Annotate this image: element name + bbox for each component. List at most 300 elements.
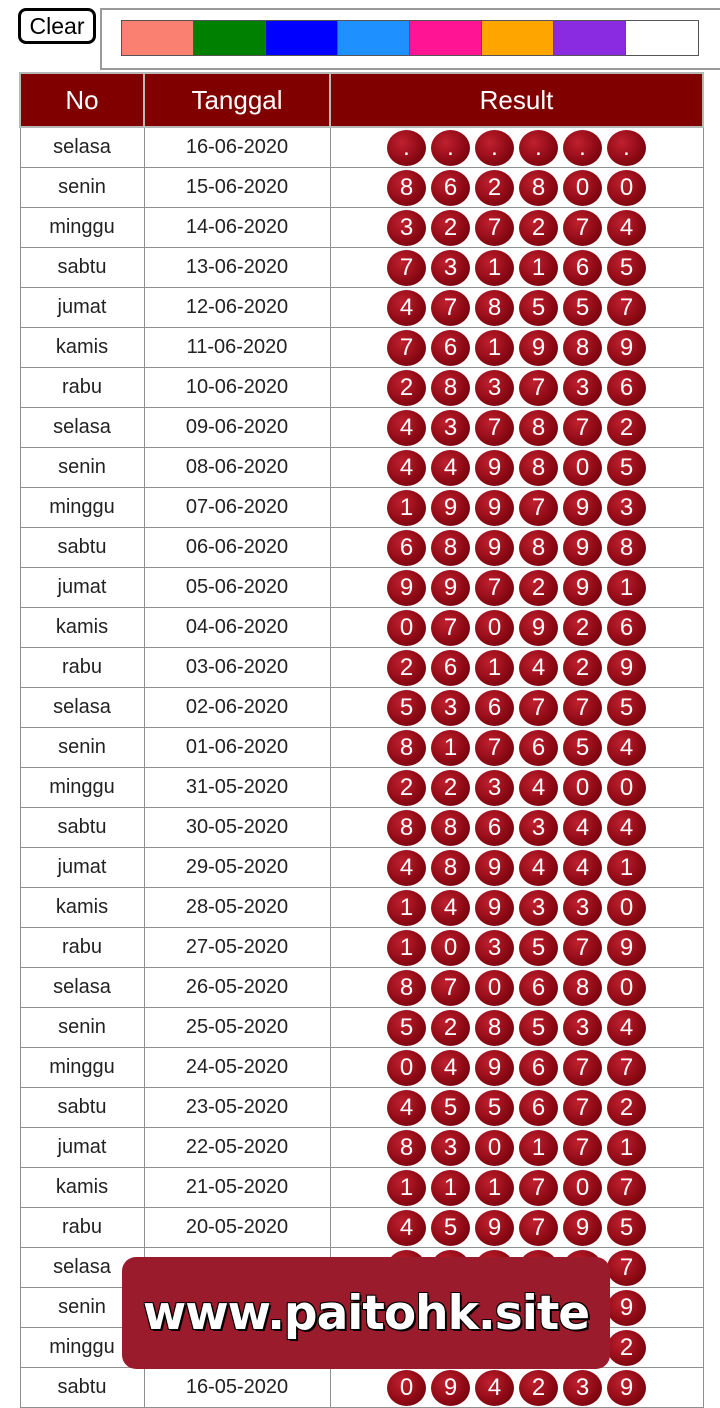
- result-digit-ball[interactable]: 9: [431, 490, 470, 526]
- result-digit-ball[interactable]: 1: [519, 1130, 558, 1166]
- day-cell: selasa: [20, 1248, 144, 1288]
- date-cell: 07-06-2020: [144, 488, 330, 528]
- result-digit-ball[interactable]: 3: [563, 1370, 602, 1406]
- result-digit-ball[interactable]: 2: [563, 650, 602, 686]
- result-digit-ball[interactable]: 5: [607, 450, 646, 486]
- result-digit-ball[interactable]: 4: [387, 1090, 426, 1126]
- date-cell: 06-06-2020: [144, 528, 330, 568]
- result-digit-ball[interactable]: 7: [431, 970, 470, 1006]
- result-digit-ball[interactable]: 0: [607, 890, 646, 926]
- result-digit-ball[interactable]: 9: [475, 490, 514, 526]
- result-digit-ball[interactable]: 9: [431, 570, 470, 606]
- result-digit-ball[interactable]: 7: [563, 410, 602, 446]
- result-digit-ball[interactable]: .: [475, 130, 514, 166]
- result-digit-ball[interactable]: 9: [563, 570, 602, 606]
- result-digit-ball[interactable]: 4: [387, 290, 426, 326]
- result-digit-ball[interactable]: 1: [607, 1130, 646, 1166]
- table-row: [20, 688, 703, 728]
- result-digit-ball[interactable]: 7: [387, 330, 426, 366]
- result-digit-ball[interactable]: 2: [475, 170, 514, 206]
- result-digit-ball[interactable]: 9: [475, 1210, 514, 1246]
- result-digit-ball[interactable]: 7: [475, 210, 514, 246]
- result-digit-ball[interactable]: 4: [563, 850, 602, 886]
- result-digit-ball[interactable]: 0: [607, 770, 646, 806]
- day-cell: sabtu: [20, 1088, 144, 1128]
- table-row: [20, 1168, 703, 1208]
- result-cell: [330, 1128, 703, 1168]
- result-digit-ball[interactable]: 8: [387, 810, 426, 846]
- result-cell: [330, 968, 703, 1008]
- result-digit-ball[interactable]: .: [519, 130, 558, 166]
- result-digit-ball[interactable]: 4: [607, 730, 646, 766]
- result-digit-ball[interactable]: 0: [475, 1130, 514, 1166]
- result-digit-ball[interactable]: 5: [519, 930, 558, 966]
- result-digit-ball[interactable]: 4: [519, 850, 558, 886]
- result-digit-ball[interactable]: 7: [475, 730, 514, 766]
- result-digit-ball[interactable]: 8: [519, 450, 558, 486]
- result-digit-ball[interactable]: 0: [563, 770, 602, 806]
- result-digit-ball[interactable]: 4: [563, 810, 602, 846]
- result-digit-ball[interactable]: 7: [519, 1210, 558, 1246]
- result-digit-ball[interactable]: 9: [519, 610, 558, 646]
- result-digit-ball[interactable]: 9: [607, 650, 646, 686]
- result-digit-ball[interactable]: 7: [607, 1170, 646, 1206]
- day-cell: selasa: [20, 968, 144, 1008]
- result-digit-ball[interactable]: 4: [519, 770, 558, 806]
- day-cell: jumat: [20, 288, 144, 328]
- result-cell: [330, 1368, 703, 1408]
- result-cell: [330, 127, 703, 168]
- table-row: [20, 1128, 703, 1168]
- result-digit-ball[interactable]: 4: [607, 810, 646, 846]
- header-row: [20, 73, 703, 127]
- result-digit-ball[interactable]: 3: [563, 1010, 602, 1046]
- table-row: [20, 608, 703, 648]
- result-cell: [330, 888, 703, 928]
- result-digit-ball[interactable]: 5: [519, 290, 558, 326]
- result-cell: [330, 368, 703, 408]
- result-digit-ball[interactable]: 5: [475, 1090, 514, 1126]
- result-digit-ball[interactable]: 4: [431, 450, 470, 486]
- result-digit-ball[interactable]: 9: [475, 850, 514, 886]
- result-balls: [331, 250, 703, 286]
- result-digit-ball[interactable]: 7: [563, 210, 602, 246]
- day-cell: rabu: [20, 928, 144, 968]
- result-digit-ball[interactable]: 6: [519, 730, 558, 766]
- day-cell: sabtu: [20, 248, 144, 288]
- table-row: [20, 848, 703, 888]
- day-cell: selasa: [20, 408, 144, 448]
- result-balls: [331, 130, 703, 166]
- result-digit-ball[interactable]: 4: [387, 450, 426, 486]
- result-digit-ball[interactable]: .: [387, 130, 426, 166]
- table-row: [20, 928, 703, 968]
- result-digit-ball[interactable]: 8: [475, 1010, 514, 1046]
- result-digit-ball[interactable]: 5: [431, 1090, 470, 1126]
- swatch-row: [121, 20, 699, 56]
- header-result: Result: [330, 73, 703, 127]
- result-digit-ball[interactable]: 7: [475, 570, 514, 606]
- result-digit-ball[interactable]: 7: [519, 690, 558, 726]
- result-balls: [331, 330, 703, 366]
- result-digit-ball[interactable]: 6: [387, 530, 426, 566]
- result-digit-ball[interactable]: 1: [387, 890, 426, 926]
- day-cell: senin: [20, 448, 144, 488]
- result-cell: [330, 808, 703, 848]
- result-digit-ball[interactable]: 8: [387, 1130, 426, 1166]
- day-cell: kamis: [20, 328, 144, 368]
- result-digit-ball[interactable]: 8: [519, 410, 558, 446]
- result-digit-ball[interactable]: 8: [519, 170, 558, 206]
- result-digit-ball[interactable]: 3: [387, 210, 426, 246]
- color-swatch[interactable]: [338, 21, 410, 55]
- result-digit-ball[interactable]: .: [431, 130, 470, 166]
- date-cell: 16-06-2020: [144, 127, 330, 168]
- result-digit-ball[interactable]: 9: [607, 1290, 646, 1326]
- result-digit-ball[interactable]: 7: [563, 1130, 602, 1166]
- result-digit-ball[interactable]: 6: [431, 330, 470, 366]
- result-digit-ball[interactable]: 4: [607, 1010, 646, 1046]
- result-digit-ball[interactable]: 2: [431, 770, 470, 806]
- header-tanggal: Tanggal: [144, 73, 330, 127]
- result-digit-ball[interactable]: 3: [431, 690, 470, 726]
- day-cell: minggu: [20, 1048, 144, 1088]
- result-digit-ball[interactable]: 4: [387, 850, 426, 886]
- result-digit-ball[interactable]: 9: [431, 1370, 470, 1406]
- result-cell: [330, 528, 703, 568]
- result-digit-ball[interactable]: 7: [563, 1090, 602, 1126]
- result-balls: [331, 1210, 703, 1246]
- result-digit-ball[interactable]: 7: [387, 250, 426, 286]
- result-digit-ball[interactable]: 2: [607, 1330, 646, 1366]
- result-digit-ball[interactable]: 7: [607, 1050, 646, 1086]
- result-digit-ball[interactable]: 7: [563, 1050, 602, 1086]
- results-table: [19, 72, 704, 1408]
- result-digit-ball[interactable]: 8: [431, 850, 470, 886]
- result-digit-ball[interactable]: 3: [519, 890, 558, 926]
- result-digit-ball[interactable]: 9: [563, 490, 602, 526]
- date-cell: 01-06-2020: [144, 728, 330, 768]
- result-cell: [330, 848, 703, 888]
- date-cell: 25-05-2020: [144, 1008, 330, 1048]
- result-cell: [330, 288, 703, 328]
- date-cell: 11-06-2020: [144, 328, 330, 368]
- result-digit-ball[interactable]: 8: [475, 290, 514, 326]
- result-digit-ball[interactable]: 5: [519, 1010, 558, 1046]
- result-digit-ball[interactable]: 8: [387, 730, 426, 766]
- result-digit-ball[interactable]: 3: [519, 810, 558, 846]
- result-digit-ball[interactable]: 0: [475, 970, 514, 1006]
- result-digit-ball[interactable]: 6: [519, 970, 558, 1006]
- result-digit-ball[interactable]: 6: [431, 170, 470, 206]
- result-digit-ball[interactable]: 6: [607, 610, 646, 646]
- result-cell: [330, 568, 703, 608]
- result-balls: [331, 570, 703, 606]
- result-digit-ball[interactable]: 3: [607, 490, 646, 526]
- result-digit-ball[interactable]: 8: [431, 530, 470, 566]
- date-cell: 21-05-2020: [144, 1168, 330, 1208]
- result-balls: [331, 810, 703, 846]
- result-digit-ball[interactable]: 6: [431, 650, 470, 686]
- result-digit-ball[interactable]: 2: [387, 650, 426, 686]
- result-digit-ball[interactable]: 5: [387, 1010, 426, 1046]
- result-balls: [331, 650, 703, 686]
- result-balls: [331, 850, 703, 886]
- result-digit-ball[interactable]: 5: [387, 690, 426, 726]
- result-digit-ball[interactable]: 2: [387, 370, 426, 406]
- color-swatch[interactable]: [410, 21, 482, 55]
- result-digit-ball[interactable]: 9: [563, 530, 602, 566]
- result-digit-ball[interactable]: 1: [431, 730, 470, 766]
- day-cell: kamis: [20, 608, 144, 648]
- result-cell: [330, 608, 703, 648]
- result-digit-ball[interactable]: 3: [431, 250, 470, 286]
- result-digit-ball[interactable]: 5: [431, 1210, 470, 1246]
- result-digit-ball[interactable]: 8: [519, 530, 558, 566]
- result-cell: [330, 408, 703, 448]
- table-row: [20, 168, 703, 208]
- result-digit-ball[interactable]: 0: [607, 970, 646, 1006]
- result-digit-ball[interactable]: 2: [387, 770, 426, 806]
- table-row: [20, 528, 703, 568]
- result-balls: [331, 690, 703, 726]
- date-cell: 31-05-2020: [144, 768, 330, 808]
- result-cell: [330, 1008, 703, 1048]
- table-row: [20, 448, 703, 488]
- result-digit-ball[interactable]: 1: [475, 1170, 514, 1206]
- result-digit-ball[interactable]: 9: [607, 330, 646, 366]
- result-digit-ball[interactable]: 2: [519, 210, 558, 246]
- date-cell: 09-06-2020: [144, 408, 330, 448]
- result-digit-ball[interactable]: 6: [563, 250, 602, 286]
- result-digit-ball[interactable]: 7: [431, 610, 470, 646]
- result-digit-ball[interactable]: 9: [519, 330, 558, 366]
- table-row: [20, 1088, 703, 1128]
- result-digit-ball[interactable]: 3: [563, 370, 602, 406]
- result-cell: [330, 168, 703, 208]
- result-digit-ball[interactable]: 6: [519, 1050, 558, 1086]
- date-cell: 22-05-2020: [144, 1128, 330, 1168]
- result-digit-ball[interactable]: 2: [519, 570, 558, 606]
- result-digit-ball[interactable]: 3: [431, 410, 470, 446]
- result-cell: [330, 488, 703, 528]
- result-digit-ball[interactable]: 9: [563, 1210, 602, 1246]
- result-digit-ball[interactable]: 9: [607, 1370, 646, 1406]
- day-cell: kamis: [20, 1168, 144, 1208]
- result-digit-ball[interactable]: 2: [607, 1090, 646, 1126]
- result-digit-ball[interactable]: 1: [607, 850, 646, 886]
- result-digit-ball[interactable]: 6: [475, 810, 514, 846]
- result-cell: [330, 728, 703, 768]
- date-cell: 14-06-2020: [144, 208, 330, 248]
- result-digit-ball[interactable]: 6: [519, 1090, 558, 1126]
- result-digit-ball[interactable]: 3: [431, 1130, 470, 1166]
- result-cell: [330, 1088, 703, 1128]
- result-digit-ball[interactable]: 8: [431, 370, 470, 406]
- result-digit-ball[interactable]: 4: [431, 1050, 470, 1086]
- day-cell: rabu: [20, 1208, 144, 1248]
- result-digit-ball[interactable]: 1: [475, 250, 514, 286]
- result-digit-ball[interactable]: 3: [475, 930, 514, 966]
- result-cell: [330, 648, 703, 688]
- date-cell: 20-05-2020: [144, 1208, 330, 1248]
- result-cell: [330, 1168, 703, 1208]
- result-digit-ball[interactable]: 8: [563, 970, 602, 1006]
- date-cell: 16-05-2020: [144, 1368, 330, 1408]
- result-digit-ball[interactable]: 9: [475, 450, 514, 486]
- result-digit-ball[interactable]: 1: [475, 330, 514, 366]
- date-cell: 13-06-2020: [144, 248, 330, 288]
- result-cell: [330, 328, 703, 368]
- result-digit-ball[interactable]: 7: [475, 410, 514, 446]
- result-digit-ball[interactable]: 7: [563, 690, 602, 726]
- table-row: [20, 127, 703, 168]
- result-digit-ball[interactable]: 5: [607, 250, 646, 286]
- result-cell: [330, 248, 703, 288]
- result-digit-ball[interactable]: 4: [475, 1370, 514, 1406]
- result-digit-ball[interactable]: 3: [563, 890, 602, 926]
- result-digit-ball[interactable]: 5: [607, 1210, 646, 1246]
- result-cell: [330, 448, 703, 488]
- result-digit-ball[interactable]: 2: [519, 1370, 558, 1406]
- table-row: [20, 648, 703, 688]
- table-body: [20, 127, 703, 1408]
- date-cell: 26-05-2020: [144, 968, 330, 1008]
- result-digit-ball[interactable]: 7: [519, 1170, 558, 1206]
- color-swatch[interactable]: [626, 21, 698, 55]
- day-cell: minggu: [20, 208, 144, 248]
- result-digit-ball[interactable]: 7: [563, 930, 602, 966]
- result-balls: [331, 1090, 703, 1126]
- day-cell: senin: [20, 1288, 144, 1328]
- table-row: [20, 368, 703, 408]
- color-swatch[interactable]: [266, 21, 338, 55]
- day-cell: rabu: [20, 368, 144, 408]
- result-balls: [331, 170, 703, 206]
- result-digit-ball[interactable]: .: [607, 130, 646, 166]
- result-balls: [331, 1370, 703, 1406]
- result-digit-ball[interactable]: 4: [431, 890, 470, 926]
- day-cell: minggu: [20, 1328, 144, 1368]
- result-digit-ball[interactable]: 5: [607, 690, 646, 726]
- table-row: [20, 1368, 703, 1408]
- watermark-banner: [122, 1257, 610, 1369]
- day-cell: minggu: [20, 768, 144, 808]
- result-digit-ball[interactable]: 0: [563, 1170, 602, 1206]
- day-cell: sabtu: [20, 528, 144, 568]
- date-cell: 29-05-2020: [144, 848, 330, 888]
- result-digit-ball[interactable]: 0: [387, 1050, 426, 1086]
- result-digit-ball[interactable]: 0: [563, 450, 602, 486]
- date-cell: 08-06-2020: [144, 448, 330, 488]
- table-row: [20, 408, 703, 448]
- result-digit-ball[interactable]: 7: [607, 1250, 646, 1286]
- date-cell: 10-06-2020: [144, 368, 330, 408]
- result-cell: [330, 1048, 703, 1088]
- date-cell: 12-06-2020: [144, 288, 330, 328]
- color-swatch[interactable]: [194, 21, 266, 55]
- result-digit-ball[interactable]: 2: [607, 410, 646, 446]
- table-row: [20, 328, 703, 368]
- result-digit-ball[interactable]: 1: [519, 250, 558, 286]
- color-palette: [100, 8, 720, 70]
- result-digit-ball[interactable]: 1: [607, 570, 646, 606]
- result-digit-ball[interactable]: 8: [387, 970, 426, 1006]
- date-cell: 15-06-2020: [144, 168, 330, 208]
- result-digit-ball[interactable]: 9: [475, 530, 514, 566]
- result-digit-ball[interactable]: 7: [519, 490, 558, 526]
- color-swatch[interactable]: [554, 21, 626, 55]
- result-digit-ball[interactable]: 0: [475, 610, 514, 646]
- result-digit-ball[interactable]: 0: [431, 930, 470, 966]
- result-cell: [330, 928, 703, 968]
- result-digit-ball[interactable]: 9: [475, 890, 514, 926]
- result-digit-ball[interactable]: 9: [387, 570, 426, 606]
- result-digit-ball[interactable]: 0: [387, 610, 426, 646]
- result-digit-ball[interactable]: 6: [475, 690, 514, 726]
- result-digit-ball[interactable]: 9: [607, 930, 646, 966]
- result-balls: [331, 490, 703, 526]
- result-digit-ball[interactable]: 3: [475, 370, 514, 406]
- result-digit-ball[interactable]: 1: [387, 490, 426, 526]
- date-cell: 28-05-2020: [144, 888, 330, 928]
- result-digit-ball[interactable]: 1: [431, 1170, 470, 1206]
- result-digit-ball[interactable]: 5: [563, 730, 602, 766]
- result-balls: [331, 210, 703, 246]
- result-digit-ball[interactable]: 0: [607, 170, 646, 206]
- result-digit-ball[interactable]: 8: [607, 530, 646, 566]
- result-digit-ball[interactable]: 7: [607, 290, 646, 326]
- result-digit-ball[interactable]: 5: [563, 290, 602, 326]
- result-digit-ball[interactable]: 0: [387, 1370, 426, 1406]
- result-digit-ball[interactable]: 8: [387, 170, 426, 206]
- table-row: [20, 248, 703, 288]
- result-digit-ball[interactable]: 1: [387, 930, 426, 966]
- result-digit-ball[interactable]: 9: [475, 1050, 514, 1086]
- day-cell: jumat: [20, 568, 144, 608]
- result-digit-ball[interactable]: 7: [519, 370, 558, 406]
- result-digit-ball[interactable]: 1: [387, 1170, 426, 1206]
- clear-button[interactable]: Clear: [18, 8, 96, 44]
- result-digit-ball[interactable]: 2: [563, 610, 602, 646]
- result-digit-ball[interactable]: 2: [431, 1010, 470, 1046]
- result-digit-ball[interactable]: 6: [607, 370, 646, 406]
- result-digit-ball[interactable]: 4: [387, 1210, 426, 1246]
- result-balls: [331, 970, 703, 1006]
- result-digit-ball[interactable]: 8: [563, 330, 602, 366]
- date-cell: 23-05-2020: [144, 1088, 330, 1128]
- result-digit-ball[interactable]: 0: [563, 170, 602, 206]
- result-balls: [331, 290, 703, 326]
- result-balls: [331, 890, 703, 926]
- color-swatch[interactable]: [122, 21, 194, 55]
- result-digit-ball[interactable]: 4: [387, 410, 426, 446]
- result-cell: [330, 688, 703, 728]
- day-cell: senin: [20, 168, 144, 208]
- result-digit-ball[interactable]: 4: [519, 650, 558, 686]
- result-digit-ball[interactable]: 7: [431, 290, 470, 326]
- result-digit-ball[interactable]: 2: [431, 210, 470, 246]
- watermark-text: www.paitohk.site: [142, 1285, 590, 1341]
- result-digit-ball[interactable]: .: [563, 130, 602, 166]
- result-digit-ball[interactable]: 4: [607, 210, 646, 246]
- result-digit-ball[interactable]: 1: [475, 650, 514, 686]
- color-swatch[interactable]: [482, 21, 554, 55]
- result-digit-ball[interactable]: 3: [475, 770, 514, 806]
- day-cell: selasa: [20, 127, 144, 168]
- result-digit-ball[interactable]: 8: [431, 810, 470, 846]
- table-row: [20, 1048, 703, 1088]
